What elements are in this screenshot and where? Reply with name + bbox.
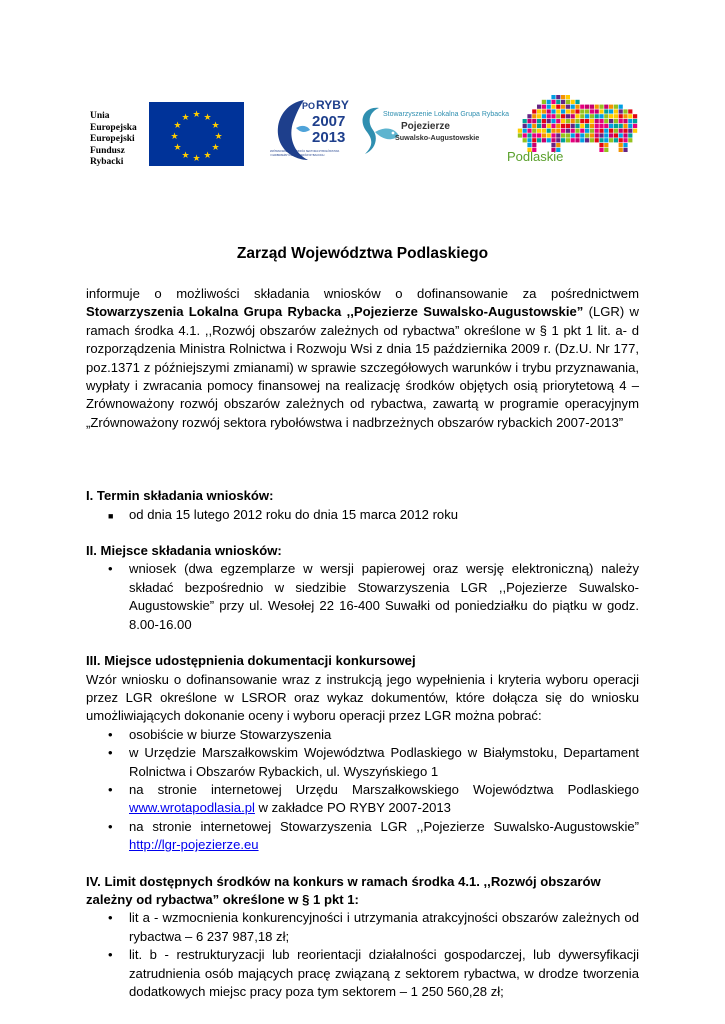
mosaic-tile <box>623 148 627 152</box>
mosaic-tile <box>580 133 584 137</box>
bullet-icon: • <box>108 947 113 963</box>
mosaic-tile <box>590 114 594 118</box>
mosaic-tile <box>571 109 575 113</box>
mosaic-tile <box>595 109 599 113</box>
mosaic-tile <box>609 124 613 128</box>
mosaic-tile <box>556 124 560 128</box>
mosaic-tile <box>604 114 608 118</box>
mosaic-tile <box>556 100 560 104</box>
svg-text:★: ★ <box>181 113 190 123</box>
mosaic-tile <box>604 129 608 133</box>
mosaic-tile <box>580 119 584 123</box>
mosaic-tile <box>532 138 536 142</box>
mosaic-tile <box>537 119 541 123</box>
mosaic-tile <box>566 119 570 123</box>
mosaic-tile <box>585 129 589 133</box>
mosaic-tile <box>590 109 594 113</box>
mosaic-tile <box>551 138 555 142</box>
section2-list <box>86 560 639 634</box>
po-ryby-2013: 2013 <box>312 129 346 146</box>
mosaic-tile <box>599 143 603 147</box>
mosaic-tile <box>551 129 555 133</box>
mosaic-tile <box>595 133 599 137</box>
section1-heading: I. Termin składania wniosków: <box>86 488 274 504</box>
mosaic-tile <box>556 133 560 137</box>
mosaic-tile <box>619 133 623 137</box>
mosaic-tile <box>619 119 623 123</box>
podlaskie-mosaic <box>518 95 637 152</box>
mosaic-tile <box>623 129 627 133</box>
svg-text:★: ★ <box>192 110 201 120</box>
mosaic-tile <box>595 138 599 142</box>
svg-text:★: ★ <box>203 113 212 123</box>
mosaic-tile <box>604 148 608 152</box>
podlaskie-logo <box>505 93 641 166</box>
mosaic-tile <box>599 105 603 109</box>
mosaic-tile <box>566 100 570 104</box>
mosaic-tile <box>599 148 603 152</box>
mosaic-tile <box>547 129 551 133</box>
mosaic-tile <box>547 105 551 109</box>
mosaic-tile <box>566 114 570 118</box>
mosaic-tile <box>609 133 613 137</box>
mosaic-tile <box>585 133 589 137</box>
mosaic-tile <box>619 114 623 118</box>
mosaic-tile <box>590 119 594 123</box>
mosaic-tile <box>523 124 527 128</box>
mosaic-tile <box>575 100 579 104</box>
intro-association: Stowarzyszenia Lokalna Grupa Rybacka ,,Pojezierze Suwalsko-Augustowskie” <box>86 304 584 320</box>
mosaic-tile <box>523 138 527 142</box>
mosaic-tile <box>599 114 603 118</box>
mosaic-tile <box>561 109 565 113</box>
list-item: ■ od dnia 15 lutego 2012 roku do dnia 15 marca 2012 roku <box>86 506 639 524</box>
mosaic-tile <box>561 133 565 137</box>
mosaic-tile <box>571 119 575 123</box>
mosaic-tile <box>599 129 603 133</box>
page-title: Zarząd Województwa Podlaskiego <box>236 245 489 262</box>
intro-lead: informuje o możliwości składania wniosków o dofinansowanie za pośrednictwem <box>86 286 639 301</box>
svg-text:★: ★ <box>211 121 220 131</box>
mosaic-tile <box>614 129 618 133</box>
mosaic-tile <box>604 119 608 123</box>
svg-text:★: ★ <box>203 151 212 161</box>
fund-line: Rybacki <box>90 157 124 167</box>
mosaic-tile <box>547 109 551 113</box>
mosaic-tile <box>551 119 555 123</box>
mosaic-tile <box>575 119 579 123</box>
mosaic-tile <box>532 114 536 118</box>
mosaic-tile <box>623 124 627 128</box>
bullet-icon: • <box>108 910 113 926</box>
mosaic-tile <box>561 129 565 133</box>
mosaic-tile <box>518 133 522 137</box>
po-ryby-po: PO <box>302 101 316 111</box>
mosaic-tile <box>614 119 618 123</box>
mosaic-tile <box>599 124 603 128</box>
mosaic-tile <box>628 138 632 142</box>
mosaic-tile <box>604 124 608 128</box>
mosaic-tile <box>542 109 546 113</box>
mosaic-tile <box>575 138 579 142</box>
mosaic-tile <box>556 105 560 109</box>
mosaic-tile <box>623 114 627 118</box>
mosaic-tile <box>575 124 579 128</box>
mosaic-tile <box>532 143 536 147</box>
mosaic-tile <box>547 138 551 142</box>
mosaic-tile <box>551 95 555 99</box>
mosaic-tile <box>595 114 599 118</box>
document-body <box>86 285 639 1001</box>
mosaic-tile <box>537 124 541 128</box>
mosaic-tile <box>633 119 637 123</box>
mosaic-tile <box>609 119 613 123</box>
mosaic-tile <box>609 129 613 133</box>
mosaic-tile <box>527 129 531 133</box>
mosaic-tile <box>633 124 637 128</box>
mosaic-tile <box>566 109 570 113</box>
mosaic-tile <box>551 143 555 147</box>
mosaic-tile <box>575 114 579 118</box>
mosaic-tile <box>633 129 637 133</box>
mosaic-tile <box>571 114 575 118</box>
bullet-icon: • <box>108 818 113 834</box>
mosaic-tile <box>571 105 575 109</box>
mosaic-tile <box>633 114 637 118</box>
mosaic-tile <box>623 109 627 113</box>
mosaic-tile <box>609 109 613 113</box>
mosaic-tile <box>551 100 555 104</box>
mosaic-tile <box>628 119 632 123</box>
mosaic-tile <box>556 129 560 133</box>
po-ryby-small2: I NADBRZEŻNYCH OBSZARÓW RYBACKICH <box>270 154 325 157</box>
mosaic-tile <box>580 105 584 109</box>
mosaic-tile <box>614 105 618 109</box>
mosaic-tile <box>547 119 551 123</box>
mosaic-tile <box>623 119 627 123</box>
mosaic-tile <box>628 109 632 113</box>
mosaic-tile <box>537 138 541 142</box>
mosaic-tile <box>604 105 608 109</box>
mosaic-tile <box>575 129 579 133</box>
mosaic-tile <box>585 105 589 109</box>
mosaic-tile <box>527 124 531 128</box>
section3-text: Wzór wniosku o dofinansowanie wraz z instrukcją jego wypełnienia i kryteria wyboru operacji przez LGR określone w LSROR oraz wykaz dokumentów, które dołącza się do wniosku umożliwiających dokonanie oceny i wyboru operacji przez LGR można pobrać: <box>86 671 639 724</box>
mosaic-tile <box>566 105 570 109</box>
mosaic-tile <box>595 124 599 128</box>
mosaic-tile <box>532 133 536 137</box>
fund-line: Europejska <box>90 122 137 133</box>
mosaic-tile <box>527 138 531 142</box>
mosaic-tile <box>542 100 546 104</box>
mosaic-tile <box>609 138 613 142</box>
mosaic-tile <box>575 105 579 109</box>
svg-text:★: ★ <box>214 132 223 142</box>
mosaic-tile <box>619 105 623 109</box>
mosaic-tile <box>547 114 551 118</box>
mosaic-tile <box>590 138 594 142</box>
mosaic-tile <box>561 114 565 118</box>
mosaic-tile <box>523 119 527 123</box>
mosaic-tile <box>599 119 603 123</box>
mosaic-tile <box>527 133 531 137</box>
mosaic-tile <box>585 124 589 128</box>
bullet-icon: • <box>108 781 113 797</box>
mosaic-tile <box>614 114 618 118</box>
mosaic-tile <box>556 119 560 123</box>
mosaic-tile <box>551 105 555 109</box>
mosaic-tile <box>628 124 632 128</box>
mosaic-tile <box>551 114 555 118</box>
mosaic-tile <box>527 143 531 147</box>
bullet-icon: • <box>108 745 113 761</box>
mosaic-tile <box>585 138 589 142</box>
section2-heading: II. Miejsce składania wniosków: <box>86 543 282 559</box>
mosaic-tile <box>571 124 575 128</box>
wrotapodlasia-link[interactable]: www.wrotapodlasia.pl <box>129 800 255 816</box>
mosaic-tile <box>619 109 623 113</box>
mosaic-tile <box>585 114 589 118</box>
mosaic-tile <box>623 133 627 137</box>
intro-rest: (LGR) w ramach środka 4.1. ,,Rozwój obszarów zależnych od rybactwa” określone w § 1 pkt 1 lit. a- d rozporządzenia Ministra Rolnictwa i Rozwoju Wsi z dnia 15 października 2009 r. (Dz.U. Nr 177, poz.1371 z późniejszymi zmianami) w sprawie szczegółowych warunków i trybu przyznawania, wypłaty i zwracania pomocy finansowej na realizację środków objętych osią priorytetową 4 – Zrównoważony rozwój obszarów zależnych od rybactwa, zawartą w programie operacyjnym „Zrównoważony rozwój sektora rybołówstwa i nadbrzeżnych obszarów rybackich 2007-2013” <box>86 304 639 430</box>
mosaic-tile <box>518 129 522 133</box>
mosaic-tile <box>609 114 613 118</box>
mosaic-tile <box>547 133 551 137</box>
mosaic-tile <box>571 100 575 104</box>
svg-text:★: ★ <box>170 132 179 142</box>
lgr-line2: Pojezierze <box>401 121 450 132</box>
mosaic-tile <box>571 133 575 137</box>
intro-paragraph <box>86 285 639 432</box>
list-item: • wniosek (dwa egzemplarze w wersji papierowej oraz wersję elektroniczną) należy składać bezpośrednio w siedzibie Stowarzyszenia LGR ,,Pojezierze Suwalsko-Augustowskie” przy ul. Wesołej 22 16-400 Suwałki od poniedziałku do piątku w godz. 8.00-16.00 <box>108 561 639 632</box>
list-item: • lit. b - restrukturyzacji lub reorientacji działalności gospodarczej, lub dywersyfikacji zatrudnienia osób mających pracę związaną z sektorem rybactwa, w drodze tworzenia dodatkowych miejsc pracy poza tym sektorem – 1 250 560,28 zł; <box>108 947 639 999</box>
mosaic-tile <box>571 138 575 142</box>
mosaic-tile <box>599 138 603 142</box>
mosaic-tile <box>628 114 632 118</box>
mosaic-tile <box>585 119 589 123</box>
podlaskie-label: Podlaskie <box>507 149 564 164</box>
mosaic-tile <box>590 133 594 137</box>
mosaic-tile <box>619 148 623 152</box>
mosaic-tile <box>599 133 603 137</box>
mosaic-tile <box>556 109 560 113</box>
mosaic-tile <box>580 138 584 142</box>
svg-text:★: ★ <box>181 151 190 161</box>
fund-name-text <box>90 111 148 169</box>
list-item: • w Urzędzie Marszałkowskim Województwa Podlaskiego w Białymstoku, Departament Rolnictwa i Obszarów Rybackich, ul. Wyszyńskiego 1 <box>108 745 639 779</box>
mosaic-tile <box>628 129 632 133</box>
po-ryby-logo <box>266 94 350 166</box>
list-item: • osobiście w biurze Stowarzyszenia <box>86 726 639 744</box>
mosaic-tile <box>566 95 570 99</box>
list-item: • lit a - wzmocnienia konkurencyjności i utrzymania atrakcyjności obszarów zależnych od rybactwa – 6 237 987,18 zł; <box>108 910 639 944</box>
lgr-line1: Stowarzyszenie Lokalna Grupa Rybacka <box>383 111 510 118</box>
mosaic-tile <box>537 105 541 109</box>
mosaic-tile <box>542 124 546 128</box>
mosaic-tile <box>523 133 527 137</box>
section3-heading: III. Miejsce udostępnienia dokumentacji konkursowej <box>86 653 416 669</box>
fund-line: Fundusz <box>90 145 125 156</box>
mosaic-tile <box>547 124 551 128</box>
section1-list <box>86 506 639 524</box>
section3-list <box>86 726 639 855</box>
mosaic-tile <box>623 138 627 142</box>
mosaic-tile <box>556 143 560 147</box>
mosaic-tile <box>542 114 546 118</box>
mosaic-tile <box>595 105 599 109</box>
mosaic-tile <box>623 143 627 147</box>
mosaic-tile <box>561 95 565 99</box>
mosaic-tile <box>628 133 632 137</box>
lgr-line3: Suwalsko-Augustowskie <box>395 133 480 142</box>
mosaic-tile <box>547 100 551 104</box>
mosaic-tile <box>561 105 565 109</box>
mosaic-tile <box>614 109 618 113</box>
bullet-icon: • <box>108 561 113 577</box>
section4-list <box>86 909 639 1001</box>
mosaic-tile <box>561 100 565 104</box>
fund-line: Europejski <box>90 134 135 144</box>
mosaic-tile <box>614 138 618 142</box>
mosaic-tile <box>619 138 623 142</box>
mosaic-tile <box>614 133 618 137</box>
mosaic-tile <box>551 133 555 137</box>
mosaic-tile <box>556 138 560 142</box>
mosaic-tile <box>537 133 541 137</box>
mosaic-tile <box>537 109 541 113</box>
mosaic-tile <box>532 109 536 113</box>
mosaic-tile <box>537 114 541 118</box>
mosaic-tile <box>580 109 584 113</box>
svg-text:★: ★ <box>173 143 182 153</box>
mosaic-tile <box>542 119 546 123</box>
list-item: • na stronie internetowej Stowarzyszenia LGR ,,Pojezierze Suwalsko-Augustowskie” http://lgr-pojezierze.eu <box>108 818 639 853</box>
mosaic-tile <box>527 114 531 118</box>
mosaic-tile <box>566 129 570 133</box>
mosaic-tile <box>580 114 584 118</box>
mosaic-tile <box>556 95 560 99</box>
square-bullet-icon: ■ <box>108 510 114 521</box>
mosaic-tile <box>604 109 608 113</box>
mosaic-tile <box>566 138 570 142</box>
eu-flag-logo <box>149 102 244 166</box>
mosaic-tile <box>542 133 546 137</box>
mosaic-tile <box>604 138 608 142</box>
mosaic-tile <box>585 109 589 113</box>
mosaic-tile <box>566 124 570 128</box>
mosaic-tile <box>523 129 527 133</box>
fund-line: Unia <box>90 111 110 121</box>
mosaic-tile <box>561 119 565 123</box>
svg-text:★: ★ <box>173 121 182 131</box>
po-ryby-ryby: RYBY <box>316 98 349 112</box>
mosaic-tile <box>590 124 594 128</box>
mosaic-tile <box>580 124 584 128</box>
mosaic-tile <box>556 114 560 118</box>
lgr-logo <box>355 102 510 160</box>
mosaic-tile <box>580 129 584 133</box>
svg-text:★: ★ <box>192 154 201 164</box>
svg-text:★: ★ <box>211 143 220 153</box>
mosaic-tile <box>595 129 599 133</box>
mosaic-tile <box>614 124 618 128</box>
mosaic-tile <box>532 129 536 133</box>
mosaic-tile <box>590 105 594 109</box>
mosaic-tile <box>575 133 579 137</box>
mosaic-tile <box>561 138 565 142</box>
mosaic-tile <box>532 119 536 123</box>
section4-heading: IV. Limit dostępnych środków na konkurs w ramach środka 4.1. ,,Rozwój obszarów zależny od rybactwa” określone w § 1 pkt 1: <box>86 873 601 907</box>
mosaic-tile <box>561 124 565 128</box>
mosaic-tile <box>551 124 555 128</box>
mosaic-tile <box>619 129 623 133</box>
mosaic-tile <box>599 109 603 113</box>
po-ryby-small1: ZRÓWNOWAŻONY ROZWÓJ SEKTORA RYBOŁÓWSTWA <box>270 150 340 153</box>
po-ryby-2007: 2007 <box>312 113 346 130</box>
mosaic-tile <box>571 129 575 133</box>
bullet-icon: • <box>108 726 113 742</box>
lgr-website-link[interactable]: http://lgr-pojezierze.eu <box>129 837 259 853</box>
mosaic-tile <box>527 119 531 123</box>
mosaic-tile <box>566 133 570 137</box>
mosaic-tile <box>537 129 541 133</box>
mosaic-tile <box>532 124 536 128</box>
mosaic-tile <box>619 124 623 128</box>
mosaic-tile <box>595 119 599 123</box>
mosaic-tile <box>542 105 546 109</box>
mosaic-tile <box>542 138 546 142</box>
mosaic-tile <box>619 143 623 147</box>
mosaic-tile <box>609 105 613 109</box>
list-item: • na stronie internetowej Urzędu Marszałkowskiego Województwa Podlaskiego www.wrotapodlasia.pl w zakładce PO RYBY 2007-2013 <box>108 781 639 816</box>
mosaic-tile <box>542 129 546 133</box>
mosaic-tile <box>590 129 594 133</box>
mosaic-tile <box>551 109 555 113</box>
mosaic-tile <box>604 133 608 137</box>
mosaic-tile <box>575 109 579 113</box>
mosaic-tile <box>604 143 608 147</box>
